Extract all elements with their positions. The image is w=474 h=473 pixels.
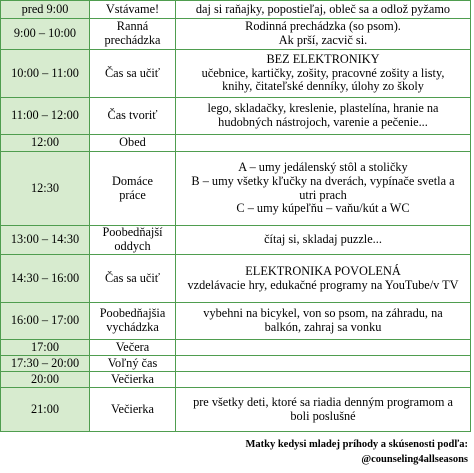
schedule-row [1, 356, 471, 372]
slot-cell [90, 372, 176, 388]
activity-line: pre všetky deti, ktoré sa riadia denným programom a [193, 394, 453, 409]
slot-cell [90, 19, 176, 50]
activity-line: učebnice, kartičky, zošity, pracovné zošity a listy, [201, 65, 445, 80]
activity-line: Ak prší, zacvič si. [278, 33, 368, 47]
time-cell: 11:00 – 12:00 [1, 98, 90, 135]
activity-line: A – umy jedálenský stôl a stoličky [238, 160, 408, 175]
time-cell: pred 9:00 [1, 1, 90, 19]
credit-footer [245, 437, 468, 467]
schedule-row [1, 135, 471, 152]
activity-cell [176, 340, 471, 356]
activity-cell [176, 50, 471, 98]
schedule-row [1, 1, 471, 19]
activity-cell [176, 152, 471, 226]
slot-line: vychádzka [106, 320, 159, 334]
slot-line: Poobedňajší [102, 225, 163, 240]
activity-line: ELEKTRONIKA POVOLENÁ [245, 263, 401, 278]
slot-line: práce [119, 187, 146, 202]
activity-cell [176, 388, 471, 432]
slot-line: Čas tvoriť [107, 108, 158, 123]
activity-line: BEZ ELEKTRONIKY [266, 52, 380, 67]
slot-line: Vstávame! [105, 1, 160, 16]
activity-cell [176, 135, 471, 152]
slot-line: Domáce [112, 173, 153, 188]
time-cell: 21:00 [1, 388, 90, 432]
slot-line: Čas sa učiť [104, 65, 161, 80]
schedule-row [1, 226, 471, 255]
time-cell: 13:00 – 14:30 [1, 226, 90, 255]
activity-line: lego, skladačky, kreslenie, plastelína, hranie na [207, 101, 439, 116]
schedule-body [1, 1, 471, 432]
time-cell: 9:00 – 10:00 [1, 19, 90, 50]
time-cell: 17:00 [1, 340, 90, 356]
activity-line: čítaj si, skladaj puzzle... [264, 232, 382, 247]
activity-line: boli poslušné [290, 408, 356, 423]
activity-cell [176, 356, 471, 372]
slot-cell [90, 255, 176, 303]
slot-cell [90, 340, 176, 356]
slot-cell [90, 98, 176, 135]
activity-line: Rodinná prechádzka (so psom). [245, 19, 401, 34]
time-cell: 17:30 – 20:00 [1, 356, 90, 372]
activity-line: utri prach [299, 187, 347, 202]
time-cell: 14:30 – 16:00 [1, 255, 90, 303]
slot-line: Večierka [110, 401, 154, 416]
schedule-row [1, 152, 471, 226]
schedule-row [1, 255, 471, 303]
slot-line: Obed [119, 135, 146, 150]
slot-cell [90, 50, 176, 98]
activity-line: balkón, zahraj sa vonku [264, 320, 382, 334]
slot-line: oddych [114, 239, 151, 253]
activity-cell [176, 303, 471, 340]
activity-line: C – umy kúpeľňu – vaňu/kút a WC [236, 201, 410, 216]
activity-cell [176, 19, 471, 50]
activity-cell [176, 226, 471, 255]
slot-cell [90, 226, 176, 255]
slot-cell [90, 152, 176, 226]
slot-line: prechádzka [104, 33, 161, 47]
slot-line: Voľný čas [107, 355, 158, 370]
activity-line: B – umy všetky kľučky na dverách, vypínače svetla a [191, 173, 455, 188]
credit-handle: @counseling4allseasons [361, 454, 468, 465]
activity-line: knihy, čitateľské denníky, úlohy zo školy [222, 79, 424, 94]
schedule-row [1, 303, 471, 340]
schedule-row [1, 340, 471, 356]
schedule-row [1, 98, 471, 135]
slot-line: Poobedňajšia [99, 306, 166, 321]
activity-cell [176, 255, 471, 303]
slot-cell [90, 303, 176, 340]
schedule-row [1, 50, 471, 98]
schedule-row [1, 19, 471, 50]
activity-cell [176, 98, 471, 135]
time-cell: 12:00 [1, 135, 90, 152]
time-cell: 12:30 [1, 152, 90, 226]
credit-line: Matky kedysi mladej príhody a skúsenosti podľa: [245, 439, 468, 450]
activity-cell [176, 372, 471, 388]
slot-line: Čas sa učiť [104, 270, 161, 285]
time-cell: 10:00 – 11:00 [1, 50, 90, 98]
activity-line: hudobných nástrojoch, varenie a pečenie... [218, 115, 428, 129]
slot-line: Večierka [110, 371, 154, 386]
activity-line: vzdelávacie hry, edukačné programy na YouTube/v TV [187, 277, 459, 292]
activity-line: daj si raňajky, popostieľaj, obleč sa a odlož pyžamo [195, 1, 451, 16]
slot-line: Ranná [116, 19, 149, 34]
activity-line: vybehni na bicykel, von so psom, na záhradu, na [203, 306, 443, 321]
schedule-row [1, 388, 471, 432]
slot-cell [90, 388, 176, 432]
time-cell: 20:00 [1, 372, 90, 388]
slot-cell [90, 135, 176, 152]
slot-cell [90, 356, 176, 372]
schedule-row [1, 372, 471, 388]
slot-cell [90, 1, 176, 19]
slot-line: Večera [115, 339, 150, 354]
activity-cell [176, 1, 471, 19]
time-cell: 16:00 – 17:00 [1, 303, 90, 340]
